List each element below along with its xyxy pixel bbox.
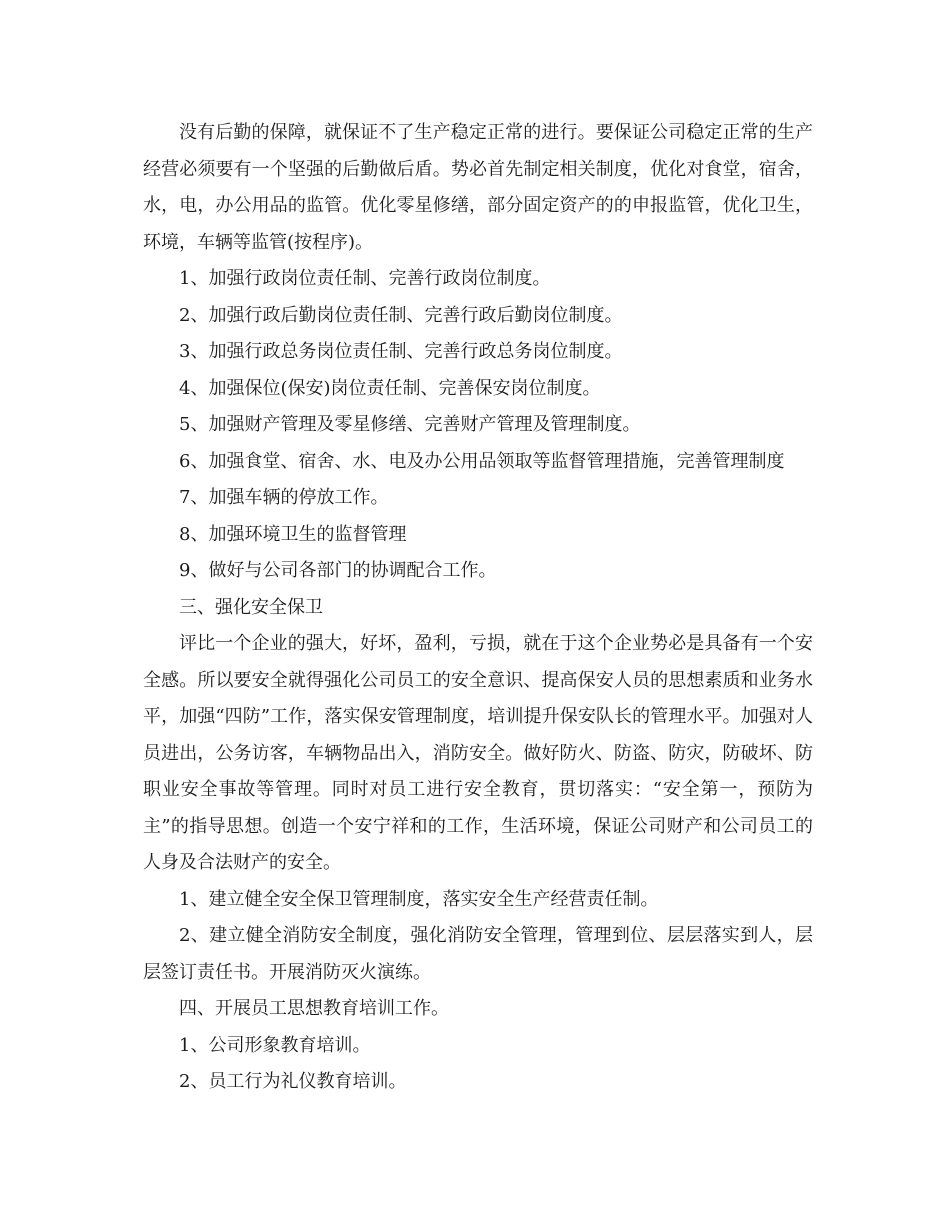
list-item-logistics-8: 8、加强环境卫生的监督管理 <box>179 523 407 545</box>
section-heading-security: 三、强化安全保卫 <box>179 596 323 618</box>
list-item-logistics-4: 4、加强保位(保安)岗位责任制、完善保安岗位制度。 <box>179 377 601 399</box>
list-item-training-2: 2、员工行为礼仪教育培训。 <box>179 1071 407 1092</box>
paragraph-logistics-intro: 没有后勤的保障，就保证不了生产稳定正常的进行。要保证公司稳定正常的生产经营必须要有一个坚强的后勤做后盾。势必首先制定相关制度，优化对食堂，宿舍，水，电，办公用品的监管。优化零星修缮，部分固定资产的的申报监管，优化卫生，环境，车辆等监管(按程序)。 <box>143 122 813 253</box>
section-heading-training: 四、开展员工思想教育培训工作。 <box>179 998 449 1019</box>
list-item-logistics-3: 3、加强行政总务岗位责任制、完善行政总务岗位制度。 <box>179 341 623 362</box>
list-item-security-2: 2、建立健全消防安全制度，强化消防安全管理，管理到位、层层落实到人，层层签订责任书。开展消防灭火演练。 <box>143 925 813 983</box>
paragraph-security-intro: 评比一个企业的强大，好坏，盈利，亏损，就在于这个企业势必是具备有一个安全感。所以要安全就得强化公司员工的安全意识、提高保安人员的思想素质和业务水平，加强“四防”工作，落实保安管理制度，培训提升保安队长的管理水平。加强对人员进出，公务访客，车辆物品出入，消防安全。做好防火、防盗、防灾，防破坏、防职业安全事故等管理。同时对员工进行安全教育，贯切落实：“安全第一，预防为主”的指导思想。创造一个安宁祥和的工作，生活环境，保证公司财产和公司员工的人身及合法财产的安全。 <box>143 633 813 873</box>
list-item-logistics-5: 5、加强财产管理及零星修缮、完善财产管理及管理制度。 <box>179 414 641 435</box>
list-item-logistics-7: 7、加强车辆的停放工作。 <box>179 487 389 508</box>
list-item-logistics-2: 2、加强行政后勤岗位责任制、完善行政后勤岗位制度。 <box>179 304 623 326</box>
document-body <box>143 115 813 1101</box>
list-item-logistics-9: 9、做好与公司各部门的协调配合工作。 <box>179 560 497 581</box>
list-item-logistics-6: 6、加强食堂、宿舍、水、电及办公用品领取等监督管理措施，完善管理制度 <box>179 450 785 472</box>
list-item-training-1: 1、公司形象教育培训。 <box>179 1034 371 1056</box>
list-item-security-1: 1、建立健全安全保卫管理制度，落实安全生产经营责任制。 <box>179 888 659 910</box>
list-item-logistics-1: 1、加强行政岗位责任制、完善行政岗位制度。 <box>179 268 551 289</box>
